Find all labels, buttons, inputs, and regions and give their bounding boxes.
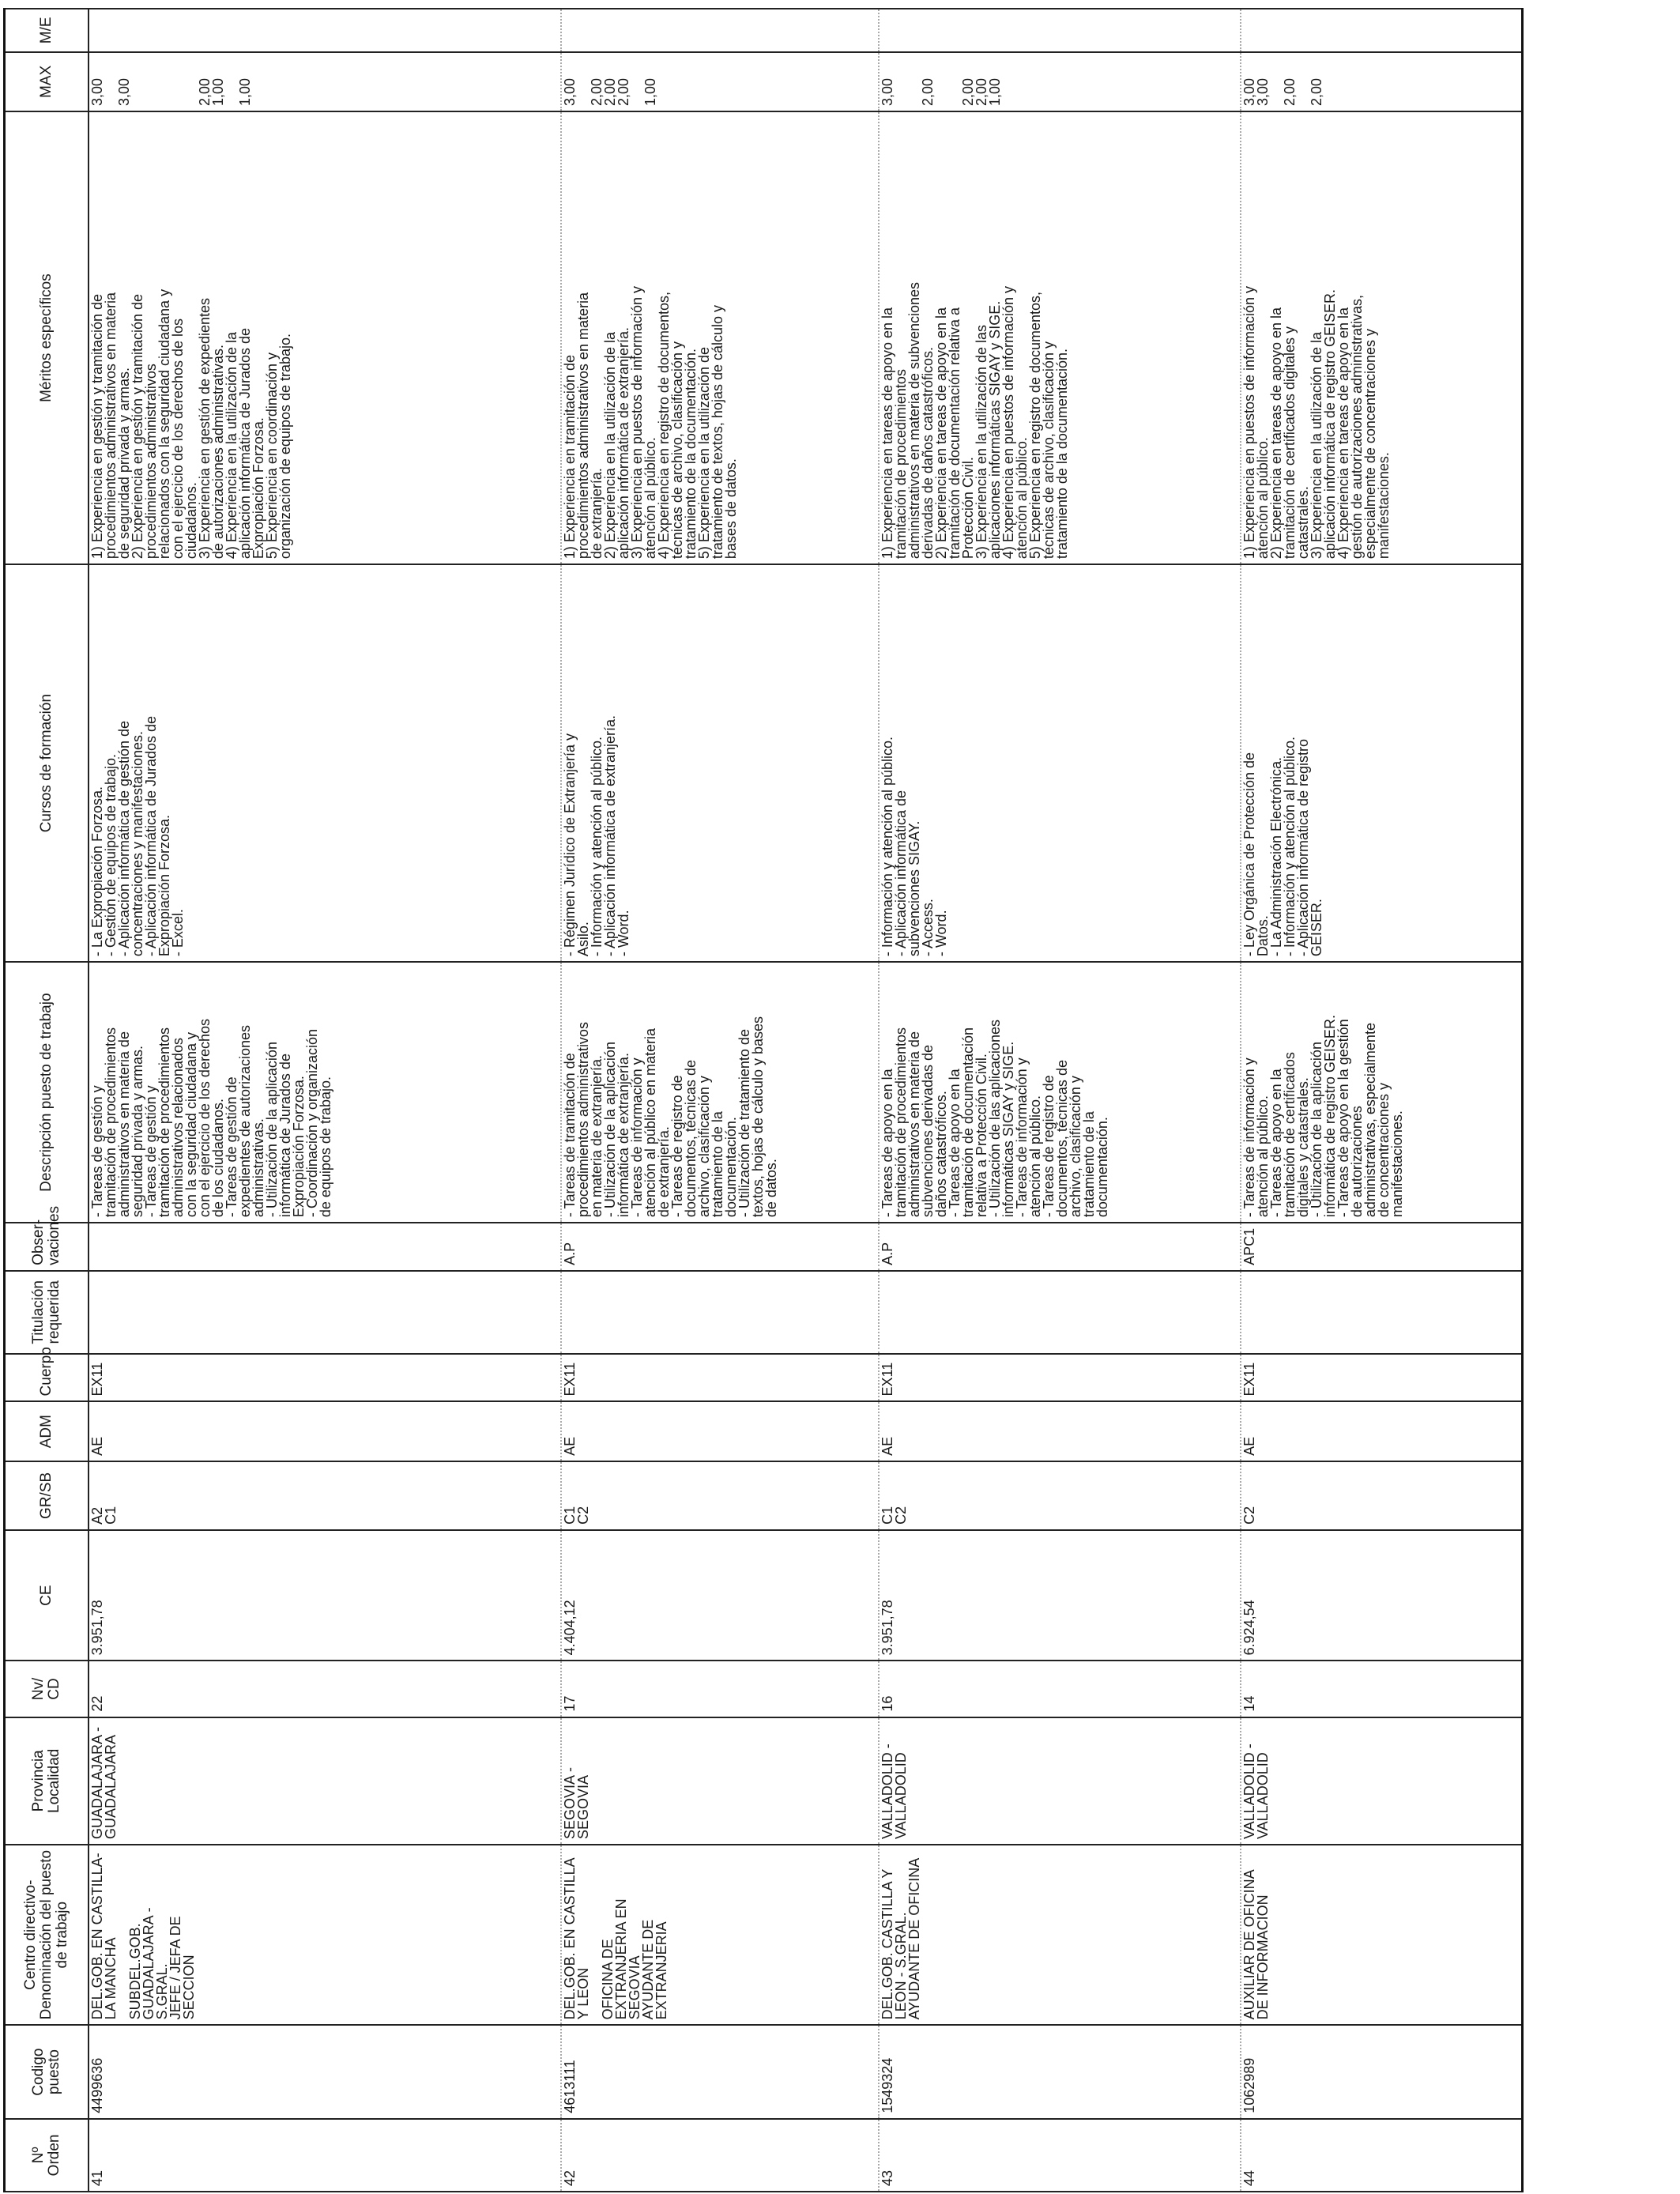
cell-cuerpo xyxy=(561,1354,879,1402)
cuerpo-value: EX11 xyxy=(562,1362,578,1397)
descripcion-line: - Utilización de la aplicación xyxy=(602,1042,618,1218)
cell-max xyxy=(89,52,561,111)
cell-cursos xyxy=(1241,564,1522,962)
cursos-line: - La Expropiación Forzosa. xyxy=(89,786,105,957)
header-titulacion: Titulación requerida xyxy=(5,1271,89,1354)
meritos-line: tramitación de certificados digitales y xyxy=(1282,326,1298,560)
descripcion-line: informática de Jurados de xyxy=(277,1054,293,1218)
max-line: 1,00 xyxy=(237,77,253,107)
cell-descripcion xyxy=(89,962,561,1223)
descripcion-line: atención al público. xyxy=(1027,1095,1043,1218)
grsb-line: C2 xyxy=(1241,1506,1257,1525)
cell-cuerpo xyxy=(879,1354,1241,1402)
nivel-value: 17 xyxy=(562,1695,578,1712)
cell-adm xyxy=(1241,1401,1522,1461)
cursos-line: - Word. xyxy=(616,910,631,957)
descripcion-line: en materia de extranjería. xyxy=(589,1055,605,1218)
max-line: 2,00 xyxy=(960,77,976,107)
cell-ce xyxy=(89,1530,561,1661)
cell-cursos xyxy=(561,564,879,962)
cell-centro xyxy=(1241,1845,1522,2025)
descripcion-line: de equipos de trabajo. xyxy=(318,1076,333,1218)
descripcion-line: archivo, clasificación y xyxy=(696,1076,712,1218)
cell-nivel xyxy=(561,1661,879,1717)
cursos-line: - Información y atención al público. xyxy=(1282,736,1298,957)
meritos-line: procedimientos administrativos en materia xyxy=(575,292,591,560)
table-row xyxy=(1241,9,1522,2192)
cell-descripcion xyxy=(561,962,879,1223)
descripcion-line: - Tareas de tramitación de xyxy=(562,1053,578,1218)
descripcion-line: - Utilización de la aplicación xyxy=(264,1042,280,1218)
cursos-line: - Régimen Jurídico de Extranjería y xyxy=(562,733,578,957)
descripcion-line: procedimientos administrativos xyxy=(575,1022,591,1218)
max-line: 1,00 xyxy=(987,77,1003,107)
descripcion-line: de autorizaciones xyxy=(1349,1106,1365,1218)
descripcion-line: - Utilización de las aplicaciones xyxy=(987,1020,1003,1218)
cell-orden xyxy=(879,2119,1241,2192)
cell-meritos xyxy=(561,111,879,564)
max-line: 3,00 xyxy=(562,77,578,107)
descripcion-line: - Coordinación y organización xyxy=(304,1029,320,1218)
descripcion-line: tramitación de procedimientos xyxy=(156,1027,172,1218)
header-max: MAX xyxy=(5,52,89,111)
cell-observaciones xyxy=(1241,1223,1522,1271)
descripcion-line: administrativas. xyxy=(250,1118,266,1218)
meritos-line: bases de datos. xyxy=(723,458,739,560)
cursos-line: - La Administración Electrónica. xyxy=(1268,756,1284,957)
descripcion-line: - Tareas de apoyo en la xyxy=(880,1069,895,1218)
max-line: 2,00 xyxy=(616,77,631,107)
grsb-line: C1 xyxy=(103,1506,119,1525)
descripcion-line: administrativas, especialmente xyxy=(1362,1023,1378,1218)
descripcion-line: - Tareas de información y xyxy=(1014,1057,1030,1218)
codigo-value: 1549324 xyxy=(880,2057,895,2113)
observaciones-value: A.P xyxy=(880,1242,895,1265)
meritos-line: atención al público. xyxy=(642,437,658,560)
meritos-line: 3) Experiencia en gestión de expedientes xyxy=(197,297,213,560)
cursos-line: - Aplicación informática de gestión de xyxy=(116,720,132,957)
header-cursos: Cursos de formación xyxy=(5,564,89,962)
descripcion-line: documentación. xyxy=(723,1117,739,1218)
descripcion-line: - Tareas de gestión y xyxy=(143,1085,159,1218)
meritos-line: técnicas de archivo, clasificación y xyxy=(1041,341,1057,560)
cursos-line: - Access. xyxy=(920,899,936,957)
meritos-line: tramitación de documentación relativa a xyxy=(947,307,962,560)
ce-value: 3.951,78 xyxy=(880,1600,895,1656)
max-line: 3,00 xyxy=(880,77,895,107)
cell-adm xyxy=(89,1401,561,1461)
orden-value: 41 xyxy=(89,2169,105,2186)
descripcion-line: documentos, técnicas de xyxy=(1054,1060,1070,1218)
meritos-line: 1) Experiencia en puestos de información y xyxy=(1241,285,1257,560)
max-line xyxy=(171,58,185,106)
nivel-value: 22 xyxy=(89,1695,105,1712)
cell-cuerpo xyxy=(1241,1354,1522,1402)
max-line xyxy=(935,58,948,106)
meritos-line: tramitación de procedimientos xyxy=(893,369,909,560)
meritos-line: 4) Experiencia en registro de documentos, xyxy=(656,291,672,560)
max-line: 3,00 xyxy=(1255,77,1271,107)
cell-centro xyxy=(89,1845,561,2025)
descripcion-line: - Tareas de información y xyxy=(1241,1057,1257,1218)
header-codigo: Codigo puesto xyxy=(5,2025,89,2118)
max-line xyxy=(145,58,158,106)
cursos-line: - Información y atención al público. xyxy=(880,736,895,957)
meritos-line: procedimientos administrativos en materia xyxy=(103,292,119,560)
centro-line: AYUDANTE DE OFICINA xyxy=(906,1857,922,2020)
cell-meritos xyxy=(879,111,1241,564)
cell-descripcion xyxy=(879,962,1241,1223)
centro-line: SUBDEL.GOB. GUADALAJARA - S.GRAL. xyxy=(127,1903,170,2020)
observaciones-value: A.P xyxy=(562,1242,578,1265)
header-me: M/E xyxy=(5,9,89,52)
cell-ce xyxy=(561,1530,879,1661)
header-cuerpo: Cuerpo xyxy=(5,1354,89,1402)
descripcion-line: tramitación de procedimientos xyxy=(893,1027,909,1218)
ce-value: 6.924,54 xyxy=(1241,1600,1257,1656)
descripcion-line: - Utilización de tratamiento de xyxy=(736,1029,752,1218)
cursos-line: - Word. xyxy=(933,910,949,957)
cell-meritos xyxy=(1241,111,1522,564)
meritos-line: tratamiento de la documentación. xyxy=(1054,349,1070,560)
max-line: 2,00 xyxy=(974,77,989,107)
cell-codigo xyxy=(89,2025,561,2118)
cursos-line: - Gestión de equipos de trabajo. xyxy=(103,753,119,957)
meritos-line: 1) Experiencia en tareas de apoyo en la xyxy=(880,307,895,560)
cursos-line: GEISER. xyxy=(1309,899,1324,957)
meritos-line: de seguridad privada y armas. xyxy=(116,368,132,560)
descripcion-line: - Tareas de registro de xyxy=(1041,1075,1057,1218)
adm-value: AE xyxy=(880,1436,895,1456)
orden-value: 44 xyxy=(1241,2169,1257,2186)
cursos-line: Expropiación Forzosa. xyxy=(156,815,172,957)
grsb-line: C2 xyxy=(575,1506,591,1525)
cell-me xyxy=(1241,9,1522,52)
meritos-line: Protección Civil. xyxy=(960,457,976,560)
cell-centro xyxy=(561,1845,879,2025)
codigo-value: 1062989 xyxy=(1241,2057,1257,2113)
header-descripcion: Descripción puesto de trabajo xyxy=(5,962,89,1223)
meritos-line: 3) Experiencia en la utilización de la xyxy=(1309,332,1324,560)
meritos-line: procedimientos administrativos xyxy=(143,364,159,560)
meritos-line: 1) Experiencia en tramitación de xyxy=(562,355,578,560)
descripcion-line: - Tareas de apoyo en la xyxy=(947,1069,962,1218)
nivel-value: 16 xyxy=(880,1695,895,1712)
grsb-line: C1 xyxy=(880,1506,895,1525)
descripcion-line: documentación. xyxy=(1094,1117,1110,1218)
cell-adm xyxy=(561,1401,879,1461)
meritos-line: administrativos en materia de subvenciones xyxy=(906,281,922,560)
cursos-line: - Excel. xyxy=(170,909,186,957)
descripcion-line: - Tareas de gestión y xyxy=(89,1085,105,1218)
adm-value: AE xyxy=(89,1436,105,1456)
meritos-line: 2) Experiencia en la utilización de la xyxy=(602,332,618,560)
descripcion-line: con el ejercicio de los derechos xyxy=(197,1019,213,1218)
ce-value: 4.404,12 xyxy=(562,1600,578,1656)
max-line xyxy=(131,58,145,106)
meritos-line: 5) Experiencia en coordinación y xyxy=(264,352,280,560)
descripcion-line: tratamiento de la xyxy=(710,1111,725,1218)
descripcion-line: digitales y catastrales. xyxy=(1295,1077,1311,1218)
cell-nivel xyxy=(879,1661,1241,1717)
adm-value: AE xyxy=(1241,1436,1257,1456)
max-line xyxy=(895,58,908,106)
descripcion-line: de concentraciones y xyxy=(1376,1083,1392,1218)
meritos-line: ciudadanos. xyxy=(183,482,199,560)
meritos-line: aplicación informática de registro GEISER. xyxy=(1322,289,1338,560)
descripcion-line: Expropiación Forzosa. xyxy=(291,1076,307,1218)
descripcion-line: - Utilización de la aplicación xyxy=(1309,1042,1324,1218)
cursos-line: - Aplicación informática de Jurados de xyxy=(143,715,159,957)
meritos-line: 1) Experiencia en gestión y tramitación de xyxy=(89,293,105,560)
descripcion-line: daños catastróficos. xyxy=(933,1091,949,1218)
descripcion-line: informática de registro GEISER. xyxy=(1322,1015,1338,1218)
cell-max xyxy=(879,52,1241,111)
descripcion-line: administrativos relacionados xyxy=(170,1038,186,1218)
descripcion-line: atención al público en materia xyxy=(642,1028,658,1218)
descripcion-line: de extranjería. xyxy=(656,1126,672,1218)
cursos-line: Datos. xyxy=(1255,915,1271,957)
meritos-line: catastrales. xyxy=(1295,486,1311,560)
cell-nivel xyxy=(1241,1661,1522,1717)
table-body xyxy=(89,9,1522,2192)
max-line: 2,00 xyxy=(1309,77,1324,107)
codigo-value: 4613111 xyxy=(562,2060,578,2113)
cell-orden xyxy=(561,2119,879,2192)
cell-meritos xyxy=(89,111,561,564)
provincia-value: GUADALAJARA - GUADALAJARA xyxy=(89,1726,119,1839)
descripcion-line: subvenciones derivadas de xyxy=(920,1045,936,1218)
cell-titulacion xyxy=(1241,1271,1522,1354)
cell-titulacion xyxy=(89,1271,561,1354)
cell-adm xyxy=(879,1401,1241,1461)
grsb-line: A2 xyxy=(89,1506,105,1525)
cell-grsb xyxy=(561,1461,879,1530)
max-line: 1,00 xyxy=(210,77,226,107)
cursos-line: subvenciones SIGAY. xyxy=(906,820,922,957)
table-row xyxy=(561,9,879,2192)
cell-orden xyxy=(1241,2119,1522,2192)
cell-orden xyxy=(89,2119,561,2192)
cell-titulacion xyxy=(561,1271,879,1354)
cursos-line: concentraciones y manifestaciones. xyxy=(130,730,145,957)
descripcion-line: tramitación de procedimientos xyxy=(103,1027,119,1218)
centro-line: JEFE / JEFA DE SECCION xyxy=(168,1912,197,2020)
header-ce: CE xyxy=(5,1530,89,1661)
cell-observaciones xyxy=(561,1223,879,1271)
max-line: 2,00 xyxy=(197,77,213,107)
descripcion-line: archivo, clasificación y xyxy=(1068,1076,1083,1218)
cuerpo-value: EX11 xyxy=(880,1362,895,1397)
max-line: 2,00 xyxy=(589,77,605,107)
meritos-line: de extranjería. xyxy=(589,468,605,560)
cell-cursos xyxy=(89,564,561,962)
nivel-value: 14 xyxy=(1241,1695,1257,1712)
descripcion-line: - Tareas de gestión de xyxy=(224,1076,239,1218)
cell-provincia xyxy=(879,1717,1241,1845)
descripcion-line: de los ciudadanos. xyxy=(210,1099,226,1218)
max-line: 2,00 xyxy=(920,77,936,107)
descripcion-line: relativa a Protección Civil. xyxy=(974,1054,989,1218)
cell-grsb xyxy=(879,1461,1241,1530)
centro-line: AUXILIAR DE OFICINA DE INFORMACION xyxy=(1241,1866,1271,2020)
descripcion-line: administrativos en materia de xyxy=(906,1031,922,1218)
provincia-value: SEGOVIA - SEGOVIA xyxy=(562,1766,591,1839)
job-positions-table xyxy=(3,8,1524,2192)
observaciones-value: APC1 xyxy=(1241,1227,1257,1265)
header-nivel: Nv/ CD xyxy=(5,1661,89,1717)
cell-descripcion xyxy=(1241,962,1522,1223)
meritos-line: especialmente de concentraciones y xyxy=(1362,328,1378,560)
meritos-line: derivadas de daños catastróficos. xyxy=(920,347,936,560)
centro-line: DEL.GOB. EN CASTILLA Y LEON xyxy=(562,1854,591,2020)
table-header-row xyxy=(5,9,89,2192)
grsb-line: C1 xyxy=(562,1506,578,1525)
meritos-line: técnicas de archivo, clasificación y xyxy=(669,341,685,560)
descripcion-line: textos, hojas de cálculo y bases xyxy=(750,1016,766,1218)
meritos-line: con el ejercicio de los derechos de los xyxy=(170,319,186,560)
cell-provincia xyxy=(89,1717,561,1845)
orden-value: 43 xyxy=(880,2169,895,2186)
codigo-value: 4499636 xyxy=(89,2057,105,2113)
max-line: 3,00 xyxy=(116,77,132,107)
centro-line: DEL.GOB. CASTILLA Y LEON - S.GRAL. xyxy=(880,1864,909,2020)
cursos-line: - Aplicación informática de registro xyxy=(1295,738,1311,957)
cursos-line: Asilo. xyxy=(575,922,591,957)
header-grsb: GR/SB xyxy=(5,1461,89,1530)
cell-observaciones xyxy=(879,1223,1241,1271)
max-line: 3,00 xyxy=(1241,77,1257,107)
meritos-line: relacionados con la seguridad ciudadana y xyxy=(156,288,172,560)
descripcion-line: administrativos en materia de xyxy=(116,1031,132,1218)
centro-line: AYUDANTE DE EXTRANJERIA xyxy=(640,1915,669,2020)
meritos-line: 2) Experiencia en tareas de apoyo en la xyxy=(1268,307,1284,560)
max-line xyxy=(158,58,171,106)
descripcion-line: informáticas SIGAY y SIGE. xyxy=(1000,1041,1016,1218)
header-adm: ADM xyxy=(5,1401,89,1461)
cell-cursos xyxy=(879,564,1241,962)
cell-centro xyxy=(879,1845,1241,2025)
meritos-line: organización de equipos de trabajo. xyxy=(277,333,293,560)
header-orden: Nº Orden xyxy=(5,2119,89,2192)
adm-value: AE xyxy=(562,1436,578,1456)
descripcion-line: expedientes de autorizaciones xyxy=(237,1024,253,1218)
max-line: 1,00 xyxy=(642,77,658,107)
provincia-value: VALLADOLID - VALLADOLID xyxy=(1241,1744,1271,1839)
centro-line: DEL.GOB. EN CASTILLA-LA MANCHA xyxy=(89,1853,119,2020)
meritos-line: de autorizaciones administrativas. xyxy=(210,345,226,560)
cell-ce xyxy=(1241,1530,1522,1661)
cuerpo-value: EX11 xyxy=(89,1362,105,1397)
descripcion-line: - Tareas de apoyo en la gestión xyxy=(1335,1019,1351,1218)
descripcion-line: - Tareas de información y xyxy=(629,1057,645,1218)
header-centro: Centro directivo-Denominación del puesto de trabajo xyxy=(5,1845,89,2025)
meritos-line: manifestaciones. xyxy=(1376,452,1392,560)
cell-nivel xyxy=(89,1661,561,1717)
descripcion-line: documentos, técnicas de xyxy=(683,1060,699,1218)
meritos-line: gestión de autorizaciones administrativas, xyxy=(1349,294,1365,560)
cell-me xyxy=(879,9,1241,52)
cursos-line: - Ley Orgánica de Protección de xyxy=(1241,752,1257,957)
meritos-line: 5) Experiencia en la utilización de xyxy=(696,347,712,560)
max-line: 2,00 xyxy=(1282,77,1298,107)
cell-ce xyxy=(879,1530,1241,1661)
meritos-line: 4) Experiencia en puestos de información y xyxy=(1000,285,1016,560)
cell-max xyxy=(1241,52,1522,111)
cell-max xyxy=(561,52,879,111)
cell-codigo xyxy=(561,2025,879,2118)
header-provincia: Provincia Localidad xyxy=(5,1717,89,1845)
cell-me xyxy=(89,9,561,52)
meritos-line: 4) Experiencia en la utilización de la xyxy=(224,332,239,560)
descripcion-line: tramitación de certificados xyxy=(1282,1052,1298,1218)
descripcion-line: informática de extranjería. xyxy=(616,1053,631,1218)
cell-provincia xyxy=(561,1717,879,1845)
cell-cuerpo xyxy=(89,1354,561,1402)
meritos-line: 3) Experiencia en la utilización de las xyxy=(974,325,989,560)
descripcion-line: tratamiento de la xyxy=(1081,1111,1097,1218)
meritos-line: 5) Experiencia en registro de documentos, xyxy=(1027,291,1043,560)
cell-grsb xyxy=(89,1461,561,1530)
provincia-value: VALLADOLID - VALLADOLID xyxy=(880,1744,909,1839)
cursos-line: - Aplicación informática de xyxy=(893,790,909,957)
cell-codigo xyxy=(879,2025,1241,2118)
descripcion-line: atención al público. xyxy=(1255,1095,1271,1218)
grsb-line: C2 xyxy=(893,1506,909,1525)
header-meritos: Méritos específicos xyxy=(5,111,89,564)
table-row xyxy=(879,9,1241,2192)
meritos-line: atención al público. xyxy=(1255,437,1271,560)
header-observaciones: Obser-vaciones xyxy=(5,1223,89,1271)
meritos-line: aplicaciones informáticas SIGAY y SIGE. xyxy=(987,300,1003,560)
cell-provincia xyxy=(1241,1717,1522,1845)
cell-titulacion xyxy=(879,1271,1241,1354)
meritos-line: atención al público. xyxy=(1014,437,1030,560)
cell-grsb xyxy=(1241,1461,1522,1530)
descripcion-line: con la seguridad ciudadana y xyxy=(183,1031,199,1218)
meritos-line: 4) Experiencia en tareas de apoyo en la xyxy=(1335,307,1351,560)
descripcion-line: manifestaciones. xyxy=(1389,1110,1405,1218)
descripcion-line: - Tareas de registro de xyxy=(669,1075,685,1218)
cell-observaciones xyxy=(89,1223,561,1271)
descripcion-line: seguridad privada y armas. xyxy=(130,1046,145,1218)
max-line: 3,00 xyxy=(89,77,105,107)
meritos-line: aplicación informática de extranjería. xyxy=(616,327,631,560)
orden-value: 42 xyxy=(562,2169,578,2186)
cursos-line: - Aplicación informática de extranjería. xyxy=(602,714,618,957)
cell-codigo xyxy=(1241,2025,1522,2118)
meritos-line: 2) Experiencia en tareas de apoyo en la xyxy=(933,307,949,560)
meritos-line: 3) Experiencia en puestos de información y xyxy=(629,285,645,560)
cursos-line: - Información y atención al público. xyxy=(589,736,605,957)
descripcion-line: tramitación de documentación xyxy=(960,1027,976,1218)
meritos-line: Expropiación Forzosa. xyxy=(250,417,266,560)
centro-line: OFICINA DE EXTRANJERIA EN SEGOVIA xyxy=(600,1894,642,2020)
descripcion-line: - Tareas de apoyo en la xyxy=(1268,1069,1284,1218)
meritos-line: tratamiento de textos, hojas de cálculo y xyxy=(710,304,725,560)
meritos-line: 2) Experiencia en gestión y tramitación de xyxy=(130,293,145,560)
max-line: 2,00 xyxy=(602,77,618,107)
ce-value: 3.951,78 xyxy=(89,1600,105,1656)
meritos-line: tratamiento de la documentación. xyxy=(683,349,699,560)
meritos-line: aplicación informática de Jurados de xyxy=(237,328,253,560)
descripcion-line: de datos. xyxy=(763,1159,779,1218)
cuerpo-value: EX11 xyxy=(1241,1362,1257,1397)
table-row xyxy=(89,9,561,2192)
cell-me xyxy=(561,9,879,52)
